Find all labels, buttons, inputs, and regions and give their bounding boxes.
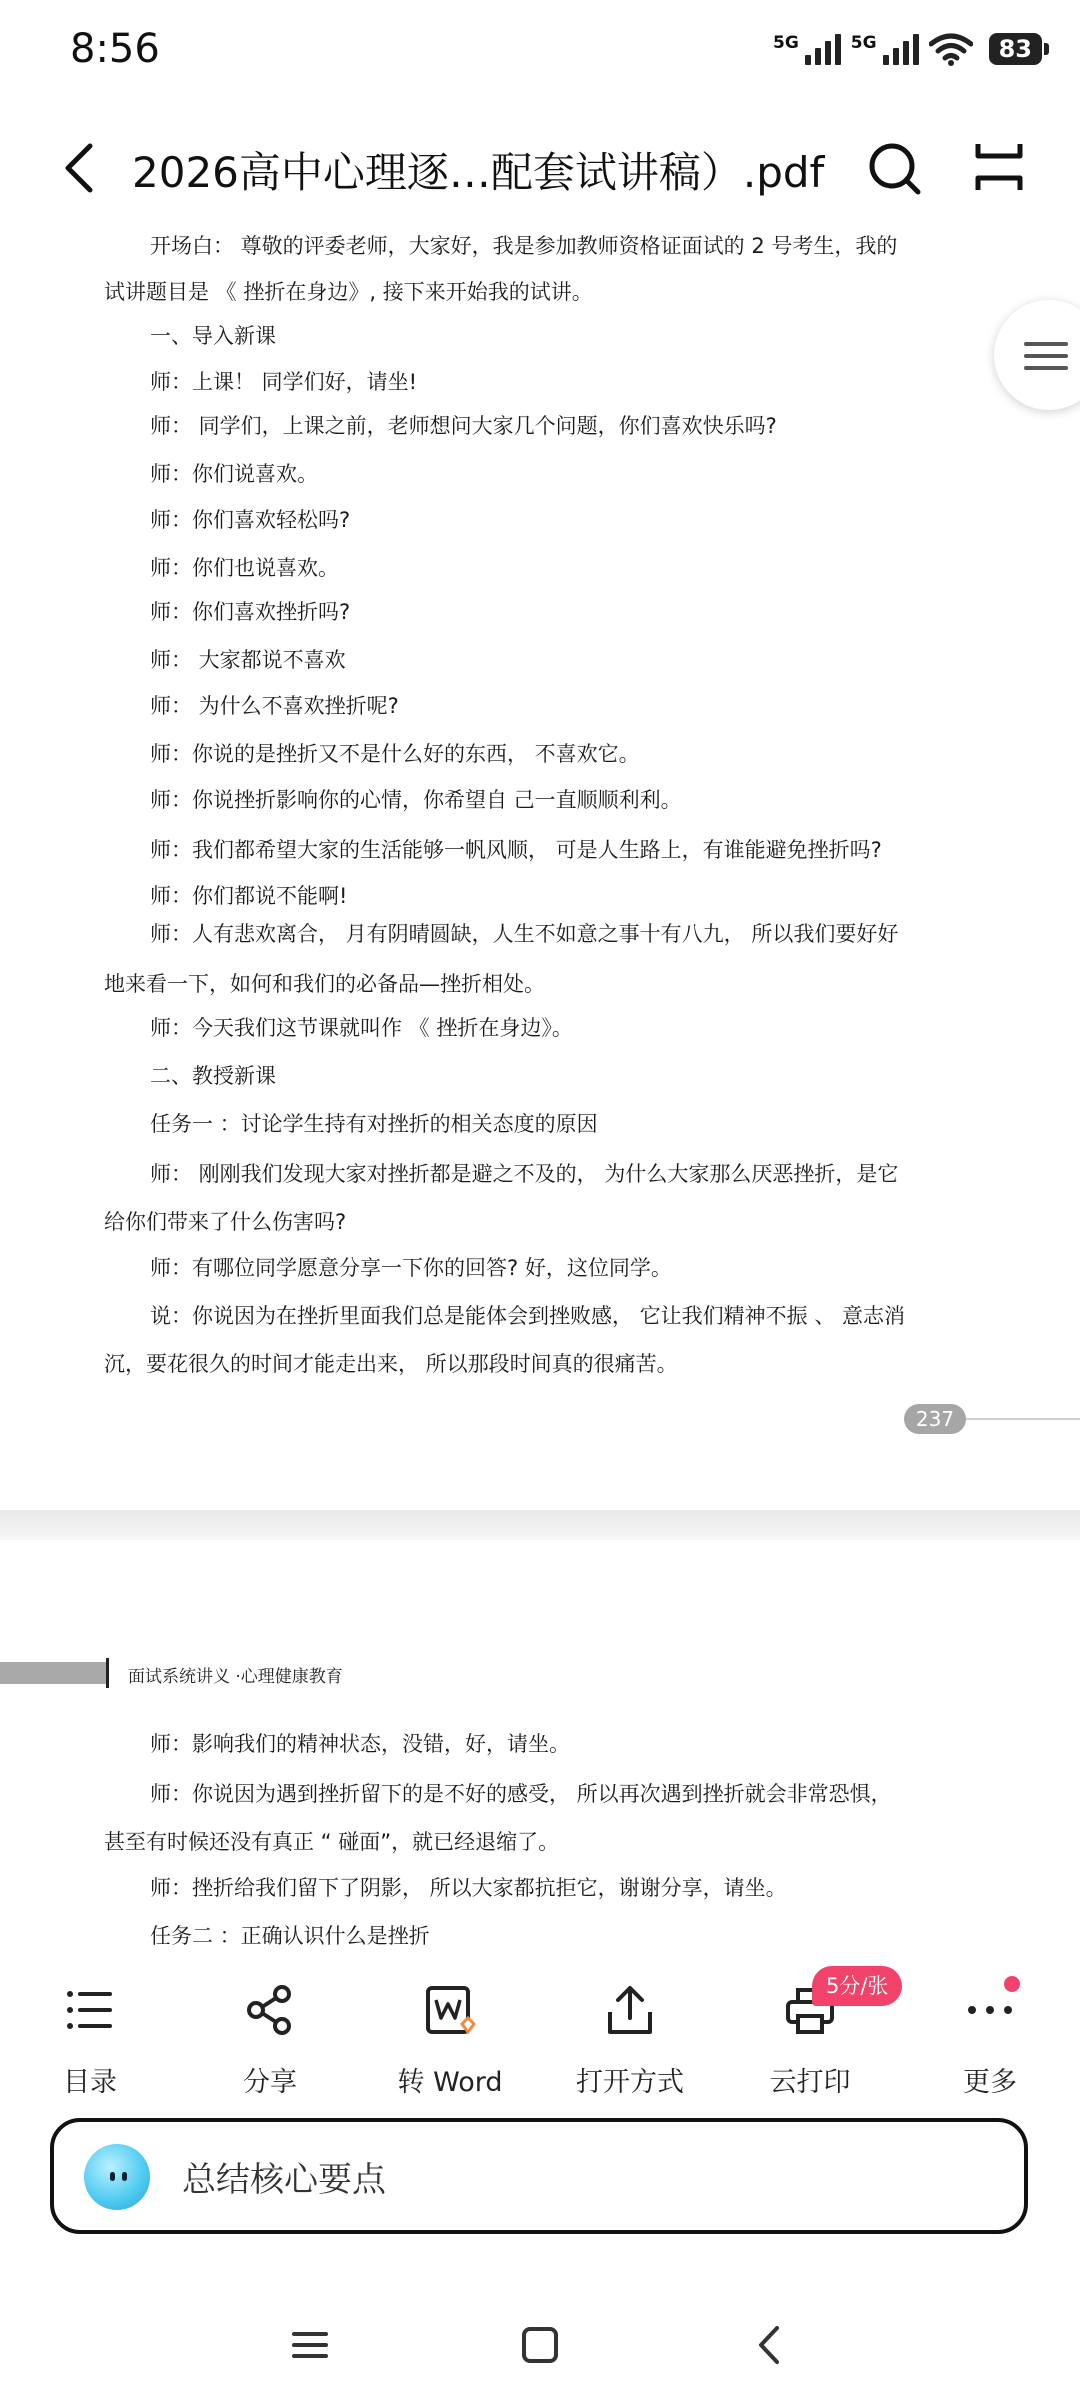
toolbar-label: 打开方式 [576,2067,684,2098]
text-line: 师：你说挫折影响你的心情，你希望自 己一直顺顺利利。 [150,788,682,812]
share-icon [240,1980,300,2040]
text-line: 师：你们喜欢轻松吗? [150,508,351,532]
text-line: 师：你说的是挫折又不是什么好的东西， 不喜欢它。 [150,742,640,766]
nav-back-button[interactable] [735,2310,805,2380]
text-line: 师： 刚刚我们发现大家对挫折都是避之不及的， 为什么大家那么厌恶挫折，是它 [150,1162,899,1186]
text-line: 师：你们也说喜欢。 [150,556,339,580]
signal-5g-label: 5G [850,33,877,53]
search-icon [862,132,928,202]
text-line: 师：挫折给我们留下了阴影， 所以大家都抗拒它，谢谢分享，请坐。 [150,1876,787,1900]
text-line: 开场白： 尊敬的评委老师，大家好，我是参加教师资格证面试的 2 号考生，我的 [150,234,898,258]
text-line: 师：我们都希望大家的生活能够一帆风顺， 可是人生路上，有谁能避免挫折吗? [150,838,882,862]
task-heading: 任务一 ：讨论学生持有对挫折的相关态度的原因 [150,1112,598,1136]
ai-prompt-text: 总结核心要点 [182,2160,386,2200]
signal-bars-icon [805,33,841,65]
task-heading: 任务二 ：正确认识什么是挫折 [150,1924,430,1948]
toolbar-more-button[interactable] [910,1960,1070,2100]
signal-5g-2 [851,33,919,65]
text-line: 师：你们都说不能啊! [150,884,348,908]
page-separator [0,1510,1080,1540]
section-heading: 一、导入新课 [150,324,276,348]
expand-icon [966,132,1032,202]
search-button[interactable] [862,132,928,202]
page-header-divider [106,1658,109,1688]
signal-5g-label: 5G [773,33,799,53]
page-header-text: 面试系统讲义 ·心理健康教育 [128,1667,343,1687]
back-arrow-icon [52,132,112,202]
text-line: 沉，要花很久的时间才能走出来， 所以那段时间真的很痛苦。 [104,1352,678,1376]
toolbar-label: 目录 [63,2067,117,2098]
text-line: 给你们带来了什么伤害吗? [104,1210,347,1234]
text-line: 师：你们喜欢挫折吗? [150,600,351,624]
toolbar-catalog-button[interactable] [10,1960,170,2100]
pdf-page-1[interactable] [0,212,1080,1512]
nav-home-button[interactable] [505,2310,575,2380]
ai-assistant-avatar-icon [84,2144,150,2210]
text-line: 师： 为什么不喜欢挫折呢? [150,694,399,718]
text-line: 师：上课！ 同学们好，请坐! [150,370,418,394]
toolbar-label: 云打印 [769,2067,851,2098]
text-line: 地来看一下，如何和我们的必备品—挫折相处。 [104,972,545,996]
page-scroll-line [966,1418,1080,1420]
status-icons [773,32,1042,66]
toolbar-label: 更多 [963,2067,1017,2098]
text-line: 说：你说因为在挫折里面我们总是能体会到挫败感， 它让我们精神不振 、 意志消 [150,1304,906,1328]
home-square-icon [505,2310,575,2380]
status-time: 8:56 [70,26,160,72]
document-title: 2026高中心理逐…配套试讲稿）.pdf [132,148,825,197]
expand-button[interactable] [966,132,1032,202]
nav-recents-button[interactable] [275,2310,345,2380]
list-icon [60,1980,120,2040]
text-line: 师：有哪位同学愿意分享一下你的回答? 好，这位同学。 [150,1256,672,1280]
toolbar-open-with-button[interactable] [550,1960,710,2100]
signal-5g-1 [773,33,841,65]
toolbar-word-button[interactable] [370,1960,530,2100]
text-line: 师： 同学们，上课之前，老师想问大家几个问题，你们喜欢快乐吗? [150,414,777,438]
open-with-icon [600,1980,660,2040]
notification-dot [1004,1976,1020,1992]
back-chevron-icon [735,2310,805,2380]
text-line: 师：你们说喜欢。 [150,462,318,486]
text-line: 师：你说因为遇到挫折留下的是不好的感受， 所以再次遇到挫折就会非常恐惧， [150,1782,892,1806]
battery-indicator: 83 [989,33,1042,65]
menu-icon [275,2310,345,2380]
text-line: 师：今天我们这节课就叫作 《 挫折在身边》。 [150,1016,573,1040]
word-convert-icon [420,1980,480,2040]
section-heading: 二、教授新课 [150,1064,276,1088]
text-line: 师：影响我们的精神状态，没错，好，请坐。 [150,1732,570,1756]
toolbar-label: 转 Word [397,2067,503,2098]
signal-bars-icon [883,33,919,65]
text-line: 师： 大家都说不喜欢 [150,648,346,672]
wifi-icon [929,32,973,66]
toolbar-share-button[interactable] [190,1960,350,2100]
toolbar-label: 分享 [243,2067,297,2098]
page-number-badge: 237 [904,1404,966,1434]
print-price-badge: 5分/张 [812,1966,902,2006]
text-line: 试讲题目是 《 挫折在身边》, 接下来开始我的试讲。 [104,280,593,304]
text-line: 甚至有时候还没有真正 “ 碰面”，就已经退缩了。 [104,1830,560,1854]
text-line: 师：人有悲欢离合， 月有阴晴圆缺，人生不如意之事十有八九， 所以我们要好好 [150,922,899,946]
system-nav-bar [0,2290,1080,2401]
ai-summary-prompt[interactable] [50,2118,1028,2234]
status-bar [0,0,1080,110]
page-header-bar [0,1662,106,1684]
bottom-toolbar [0,1960,1080,2100]
back-button[interactable] [52,132,112,202]
